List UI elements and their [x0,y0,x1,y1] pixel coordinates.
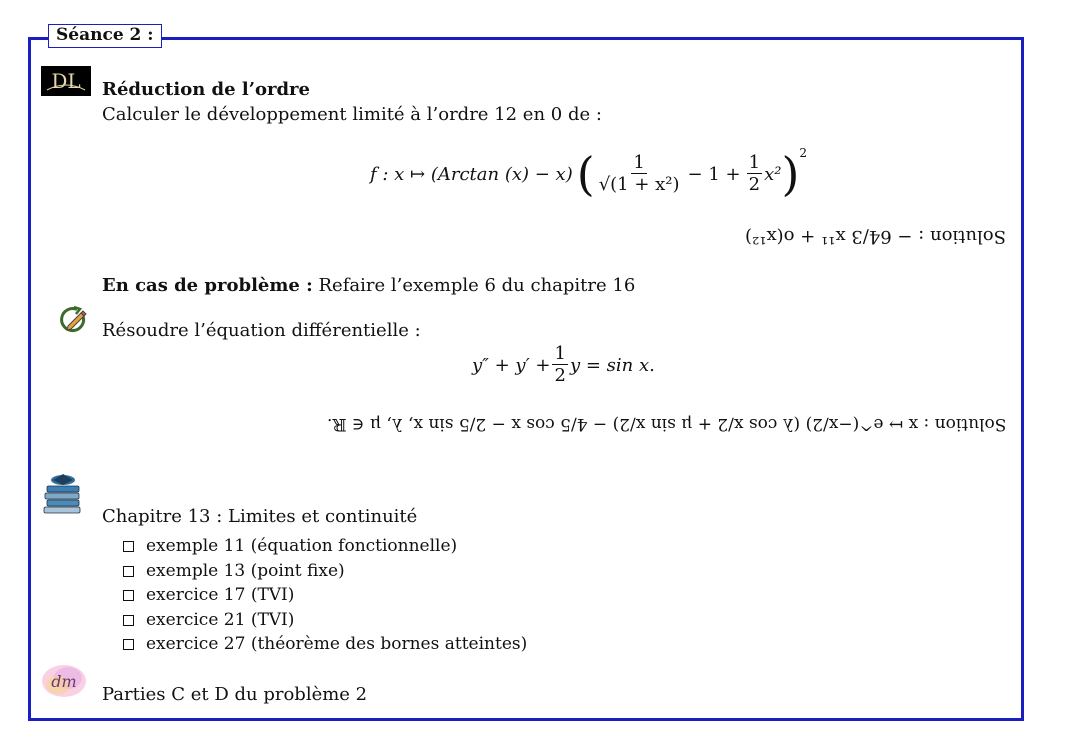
formula-half-num: 1 [748,151,761,173]
probleme-line [102,275,635,297]
list-item: exercice 21 (TVI) [123,608,527,633]
dm-logo-icon [36,660,92,702]
formula-prefix: f : x ↦ (Arctan (x) − x) [370,163,573,185]
exercise-equation [472,340,655,390]
formula-frac-num: 1 [633,151,645,173]
equation-frac-num: 1 [554,342,566,364]
checkbox[interactable] [123,639,134,650]
formula-frac [597,153,682,196]
dl-logo-text: DL [51,69,81,93]
lecons-chapter: Chapitre 13 : Limites et continuité [102,506,418,527]
dm-text: Parties C et D du problème 2 [102,684,368,705]
formula-half [747,153,762,196]
checkbox[interactable] [123,566,134,577]
equation-left: y″ + y′ + [472,354,551,376]
checkbox[interactable] [123,541,134,552]
dm-logo-text: dm [51,672,77,691]
formula-exp: 2 [799,146,808,160]
dl-instruction: Calculer le développement limité à l’ordre 12 en 0 de : [102,104,602,125]
list-item: exercice 27 (théorème des bornes atteintes) [123,632,527,657]
dl-title: Réduction de l’ordre [102,79,310,100]
exercise-pencil-icon [57,304,89,336]
exercise-instruction: Résoudre l’équation différentielle : [102,320,421,341]
list-item: exercice 17 (TVI) [123,583,527,608]
equation-frac [552,344,567,387]
checkbox[interactable] [123,590,134,601]
exercise-solution: Solution : x ↦ e^(−x/2) (λ cos x/2 + μ sin x/2) − 4/5 cos x − 2/5 sin x, λ, μ ∈ ℝ. [326,414,1006,434]
formula-x2: x² [764,163,782,185]
seance-title: Séance 2 : [48,24,162,48]
dl-logo-icon [41,66,91,96]
formula-mid: − 1 + [687,163,741,185]
list-item: exemple 13 (point fixe) [123,559,527,584]
list-item: exemple 11 (équation fonctionnelle) [123,534,527,559]
probleme-text: Refaire l’exemple 6 du chapitre 16 [318,275,636,296]
lecons-list [123,534,527,657]
dl-solution: Solution : − 64/3 x¹¹ + o(x¹²) [745,226,1006,247]
books-stack-icon [42,472,84,516]
formula-frac-den: √(1 + x²) [598,173,680,195]
formula-half-den: 2 [748,173,761,195]
equation-right: y = sin x. [569,354,655,376]
probleme-label: En cas de problème : [102,275,313,296]
checkbox[interactable] [123,615,134,626]
dl-formula: f : x ↦ (Arctan (x) − x) ( $\frac{1}{\text{√(1 + x²)}}$ − 1 + $\frac{1}{2}$ x² ) 2 [370,146,808,201]
equation-frac-den: 2 [554,364,566,386]
